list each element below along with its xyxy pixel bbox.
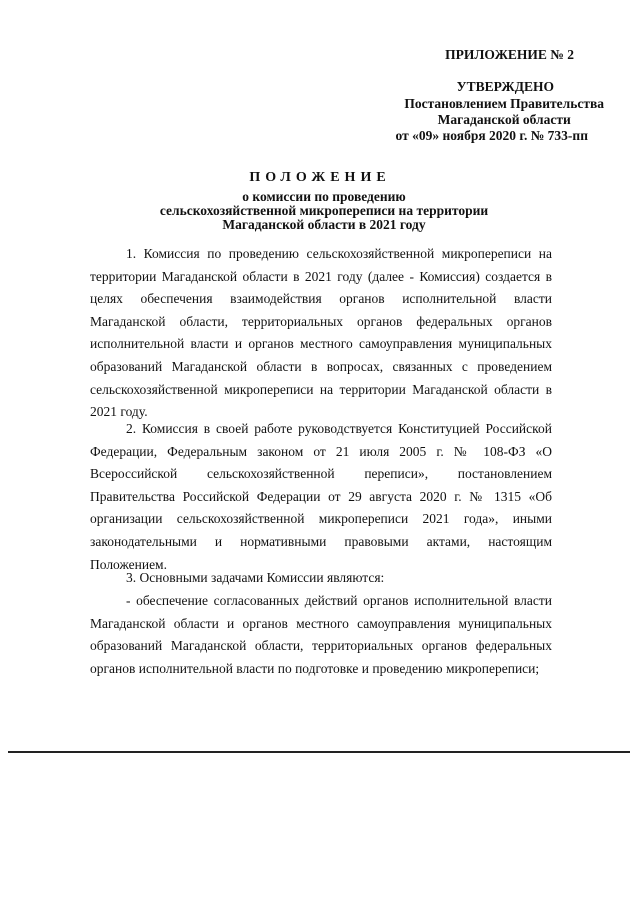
- appendix-label: ПРИЛОЖЕНИЕ № 2: [445, 47, 574, 62]
- paragraph-2: 2. Комиссия в своей работе руководствуется Конституцией Российской Федерации, Федеральным законом от 21 июля 2005 г. № 108-ФЗ «О Всероссийской сельскохозяйственной переписи», постановлением Правительства Российской Федерации от 29 августа 2020 г. № 1315 «Об организации сельскохозяйственной микропереписи 2021 года», иными законодательными и нормативными правовыми актами, настоящим Положением.: [90, 421, 552, 572]
- decree-line-2: Магаданской области: [437, 112, 571, 127]
- paragraph-3: 3. Основными задачами Комиссии являются:: [126, 570, 385, 585]
- page-divider: [8, 751, 630, 753]
- decree-line-1: Постановлением Правительства: [404, 96, 604, 111]
- approved-label: УТВЕРЖДЕНО: [456, 79, 554, 94]
- decree-block: [404, 96, 604, 128]
- paragraph-4: - обеспечение согласованных действий органов исполнительной власти Магаданской области и органов местного самоуправления муниципальных образований Магаданской области, территориальных органов федеральных органов исполнительной власти по подготовке и проведению микропереписи;: [90, 593, 552, 676]
- subtitle-line-3: Магаданской области в 2021 году: [222, 217, 426, 232]
- subtitle-line-1: о комиссии по проведению: [242, 189, 406, 204]
- decree-date: от «09» ноября 2020 г. № 733-пп: [395, 128, 588, 143]
- subtitle-line-2: сельскохозяйственной микропереписи на территории: [159, 203, 489, 218]
- document-subtitle: [4, 190, 640, 232]
- paragraph-1: 1. Комиссия по проведению сельскохозяйственной микропереписи на территории Магаданской области в 2021 году (далее - Комиссия) создается в целях обеспечения взаимодействия органов исполнительной власти Магаданской области, территориальных органов федеральных органов исполнительной власти и органов местного самоуправления муниципальных образований Магаданской области в вопросах, связанных с проведением сельскохозяйственной микропереписи на территории Магаданской области в 2021 году.: [90, 246, 552, 420]
- document-title: ПОЛОЖЕНИЕ: [249, 170, 391, 185]
